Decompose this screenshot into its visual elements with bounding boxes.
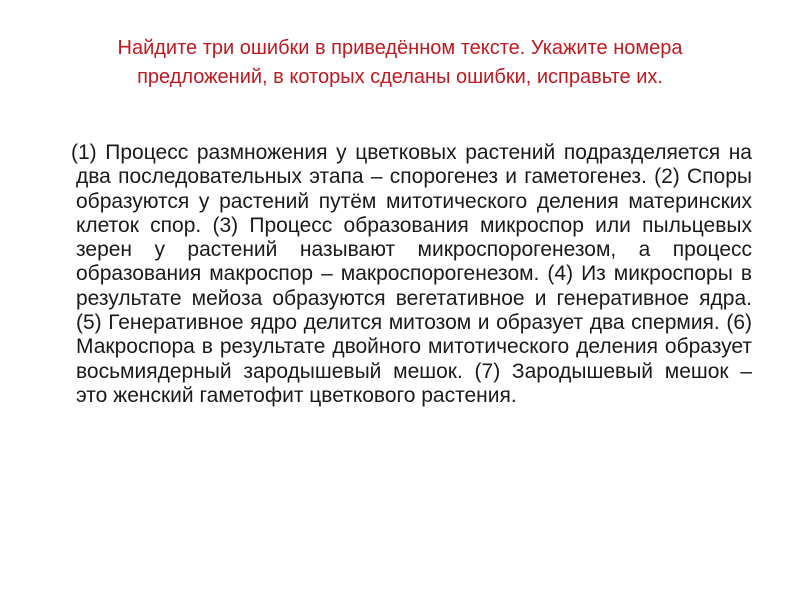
- slide-title: Найдите три ошибки в приведённом тексте. Укажите номера предложений, в которых сделаны ошибки, исправьте их.: [117, 37, 683, 88]
- slide-paragraph: (1) Процесс размножения у цветковых растений подразделяется на два последовательных этапа – спорогенез и гаметогенез. (2) Споры образуются у растений путём митотического деления материнских клеток спор. (3) Процесс образования микроспор или пыльцевых зерен у растений называют микроспорогенезом, а процесс образования макроспор – макроспорогенезом. (4) Из микроспоры в результате мейоза образуются вегетативное и генеративное ядра. (5) Генеративное ядро делится митозом и образует два спермия. (6) Макроспора в результате двойного митотического деления образует восьмиядерный зародышевый мешок. (7) Зародышевый мешок – это женский гаметофит цветкового растения.: [71, 141, 752, 407]
